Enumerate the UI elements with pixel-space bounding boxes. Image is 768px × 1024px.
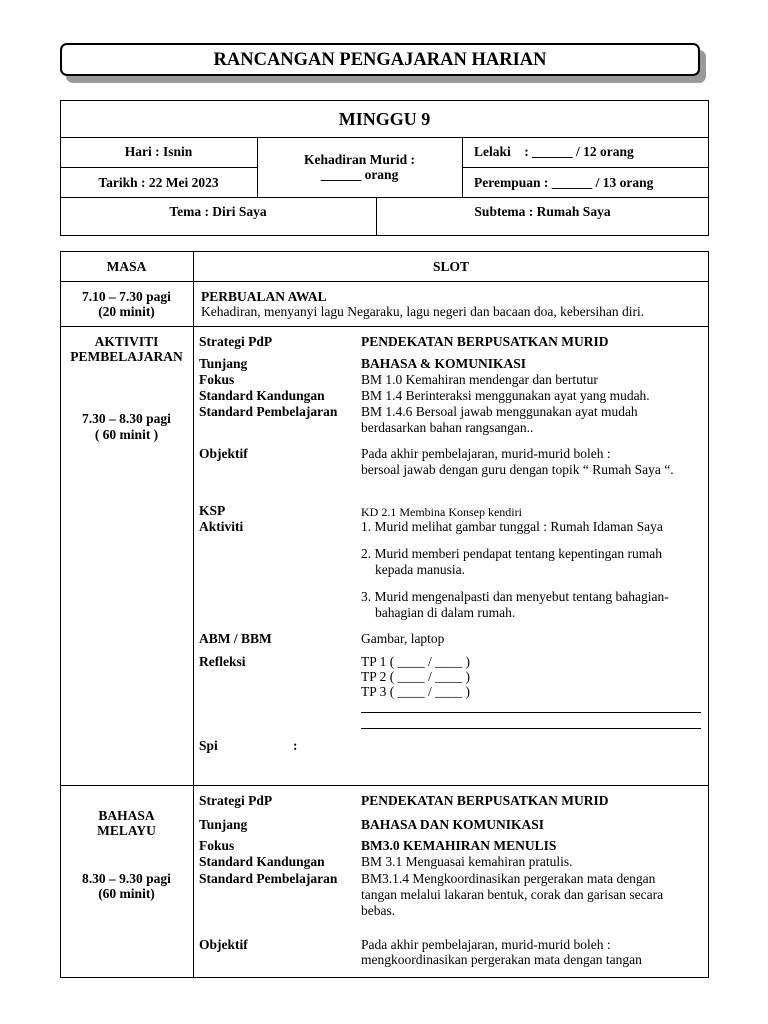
info-divider (60, 137, 709, 138)
row2-sk-label: Standard Kandungan (199, 388, 325, 403)
row2-abm-label: ABM / BBM (199, 631, 272, 646)
subtheme-label: Subtema : Rumah Saya (474, 204, 611, 219)
row2-objective-label: Objektif (199, 446, 248, 461)
table-row-divider (60, 785, 709, 786)
row2-reflection-label: Refleksi (199, 654, 246, 669)
row2-activity-3-line1: 3. Murid mengenalpasti dan menyebut tentang bahagian- (361, 589, 669, 604)
row2-fokus-value: BM 1.0 Kemahiran mendengar dan bertutur (361, 372, 598, 387)
row3-tunjang-value: BAHASA DAN KOMUNIKASI (361, 817, 545, 832)
day-label: Hari : Isnin (124, 144, 193, 159)
row3-strategy-label: Strategi PdP (199, 793, 273, 808)
row3-sk-value: BM 3.1 Menguasai kemahiran pratulis. (361, 854, 573, 869)
row3-objective-label: Objektif (199, 937, 248, 952)
reflection-writing-line (361, 728, 701, 729)
row2-fokus-label: Fokus (199, 372, 235, 387)
row2-objective-line1: Pada akhir pembelajaran, murid-murid boleh : (361, 446, 611, 461)
row3-objective-line2: mengkoordinasikan pergerakan mata dengan tangan (361, 952, 642, 967)
row2-strategy-label: Strategi PdP (199, 334, 273, 349)
info-divider (462, 167, 709, 168)
attendance-value: ______ orang (320, 167, 399, 182)
row3-sp-value-line1: BM3.1.4 Mengkoordinasikan pergerakan mata dengan (361, 871, 656, 886)
female-count: Perempuan : ______ / 13 orang (474, 175, 654, 190)
row1-duration: (20 minit) (98, 304, 155, 319)
row2-sp-label: Standard Pembelajaran (199, 404, 338, 419)
row1-time: 7.10 – 7.30 pagi (82, 289, 171, 304)
row3-duration: (60 minit) (98, 886, 155, 901)
row2-time: 7.30 – 8.30 pagi (82, 411, 171, 426)
row3-time: 8.30 – 9.30 pagi (82, 871, 171, 886)
row2-spi-colon: : (293, 738, 298, 753)
row2-subject-line1: AKTIVITI (94, 334, 159, 349)
row3-sp-value-line3: bebas. (361, 903, 396, 918)
theme-label: Tema : Diri Saya (169, 204, 267, 219)
male-count: Lelaki : ______ / 12 orang (474, 144, 634, 159)
row1-heading: PERBUALAN AWAL (201, 289, 327, 304)
attendance-label: Kehadiran Murid : (303, 152, 415, 167)
column-header-time: MASA (106, 259, 147, 274)
row2-tunjang-value: BAHASA & KOMUNIKASI (361, 356, 527, 371)
row2-ksp-value: KD 2.1 Membina Konsep kendiri (361, 505, 522, 519)
row2-tp3: TP 3 ( ____ / ____ ) (361, 684, 470, 699)
row3-fokus-value: BM3.0 KEMAHIRAN MENULIS (361, 838, 557, 853)
row2-strategy-value: PENDEKATAN BERPUSATKAN MURID (361, 334, 609, 349)
row2-activity-2-line1: 2. Murid memberi pendapat tentang kepentingan rumah (361, 546, 663, 561)
table-column-divider (193, 251, 194, 978)
table-row-divider (60, 326, 709, 327)
row3-sp-label: Standard Pembelajaran (199, 871, 338, 886)
page-title: RANCANGAN PENGAJARAN HARIAN (60, 43, 700, 76)
row2-activity-2-line2: kepada manusia. (375, 562, 465, 577)
row3-subject-line2: MELAYU (97, 823, 156, 838)
row2-ksp-label: KSP (199, 503, 226, 518)
info-divider (60, 167, 257, 168)
row2-tp2: TP 2 ( ____ / ____ ) (361, 669, 470, 684)
row2-tp1: TP 1 ( ____ / ____ ) (361, 654, 470, 669)
column-header-slot: SLOT (432, 259, 470, 274)
row2-subject-line2: PEMBELAJARAN (70, 349, 183, 364)
row2-abm-value: Gambar, laptop (361, 631, 445, 646)
info-divider (60, 197, 709, 198)
row2-spi-label: Spi (199, 738, 218, 753)
row1-text: Kehadiran, menyanyi lagu Negaraku, lagu negeri dan bacaan doa, kebersihan diri. (201, 304, 645, 319)
row2-activity-label: Aktiviti (199, 519, 244, 534)
row2-duration: ( 60 minit ) (94, 427, 159, 442)
row3-subject-line1: BAHASA (98, 808, 155, 823)
row3-sk-label: Standard Kandungan (199, 854, 325, 869)
row2-activity-3-line2: bahagian di dalam rumah. (375, 605, 516, 620)
row2-objective-line2: bersoal jawab dengan guru dengan topik “ Rumah Saya “. (361, 462, 674, 477)
row2-sp-value-line2: berdasarkan bahan rangsangan.. (361, 420, 534, 435)
row2-sk-value: BM 1.4 Berinteraksi menggunakan ayat yang mudah. (361, 388, 650, 403)
reflection-writing-line (361, 712, 701, 713)
row3-fokus-label: Fokus (199, 838, 235, 853)
row3-tunjang-label: Tunjang (199, 817, 248, 832)
row3-strategy-value: PENDEKATAN BERPUSATKAN MURID (361, 793, 609, 808)
info-divider (462, 137, 463, 197)
row3-objective-line1: Pada akhir pembelajaran, murid-murid boleh : (361, 937, 611, 952)
date-label: Tarikh : 22 Mei 2023 (98, 175, 219, 190)
row2-sp-value-line1: BM 1.4.6 Bersoal jawab menggunakan ayat mudah (361, 404, 638, 419)
row2-activity-1: 1. Murid melihat gambar tunggal : Rumah Idaman Saya (361, 519, 663, 534)
row3-sp-value-line2: tangan melalui lakaran bentuk, corak dan garisan secara (361, 887, 664, 902)
week-label: MINGGU 9 (338, 109, 431, 129)
table-row-divider (60, 281, 709, 282)
row2-tunjang-label: Tunjang (199, 356, 248, 371)
